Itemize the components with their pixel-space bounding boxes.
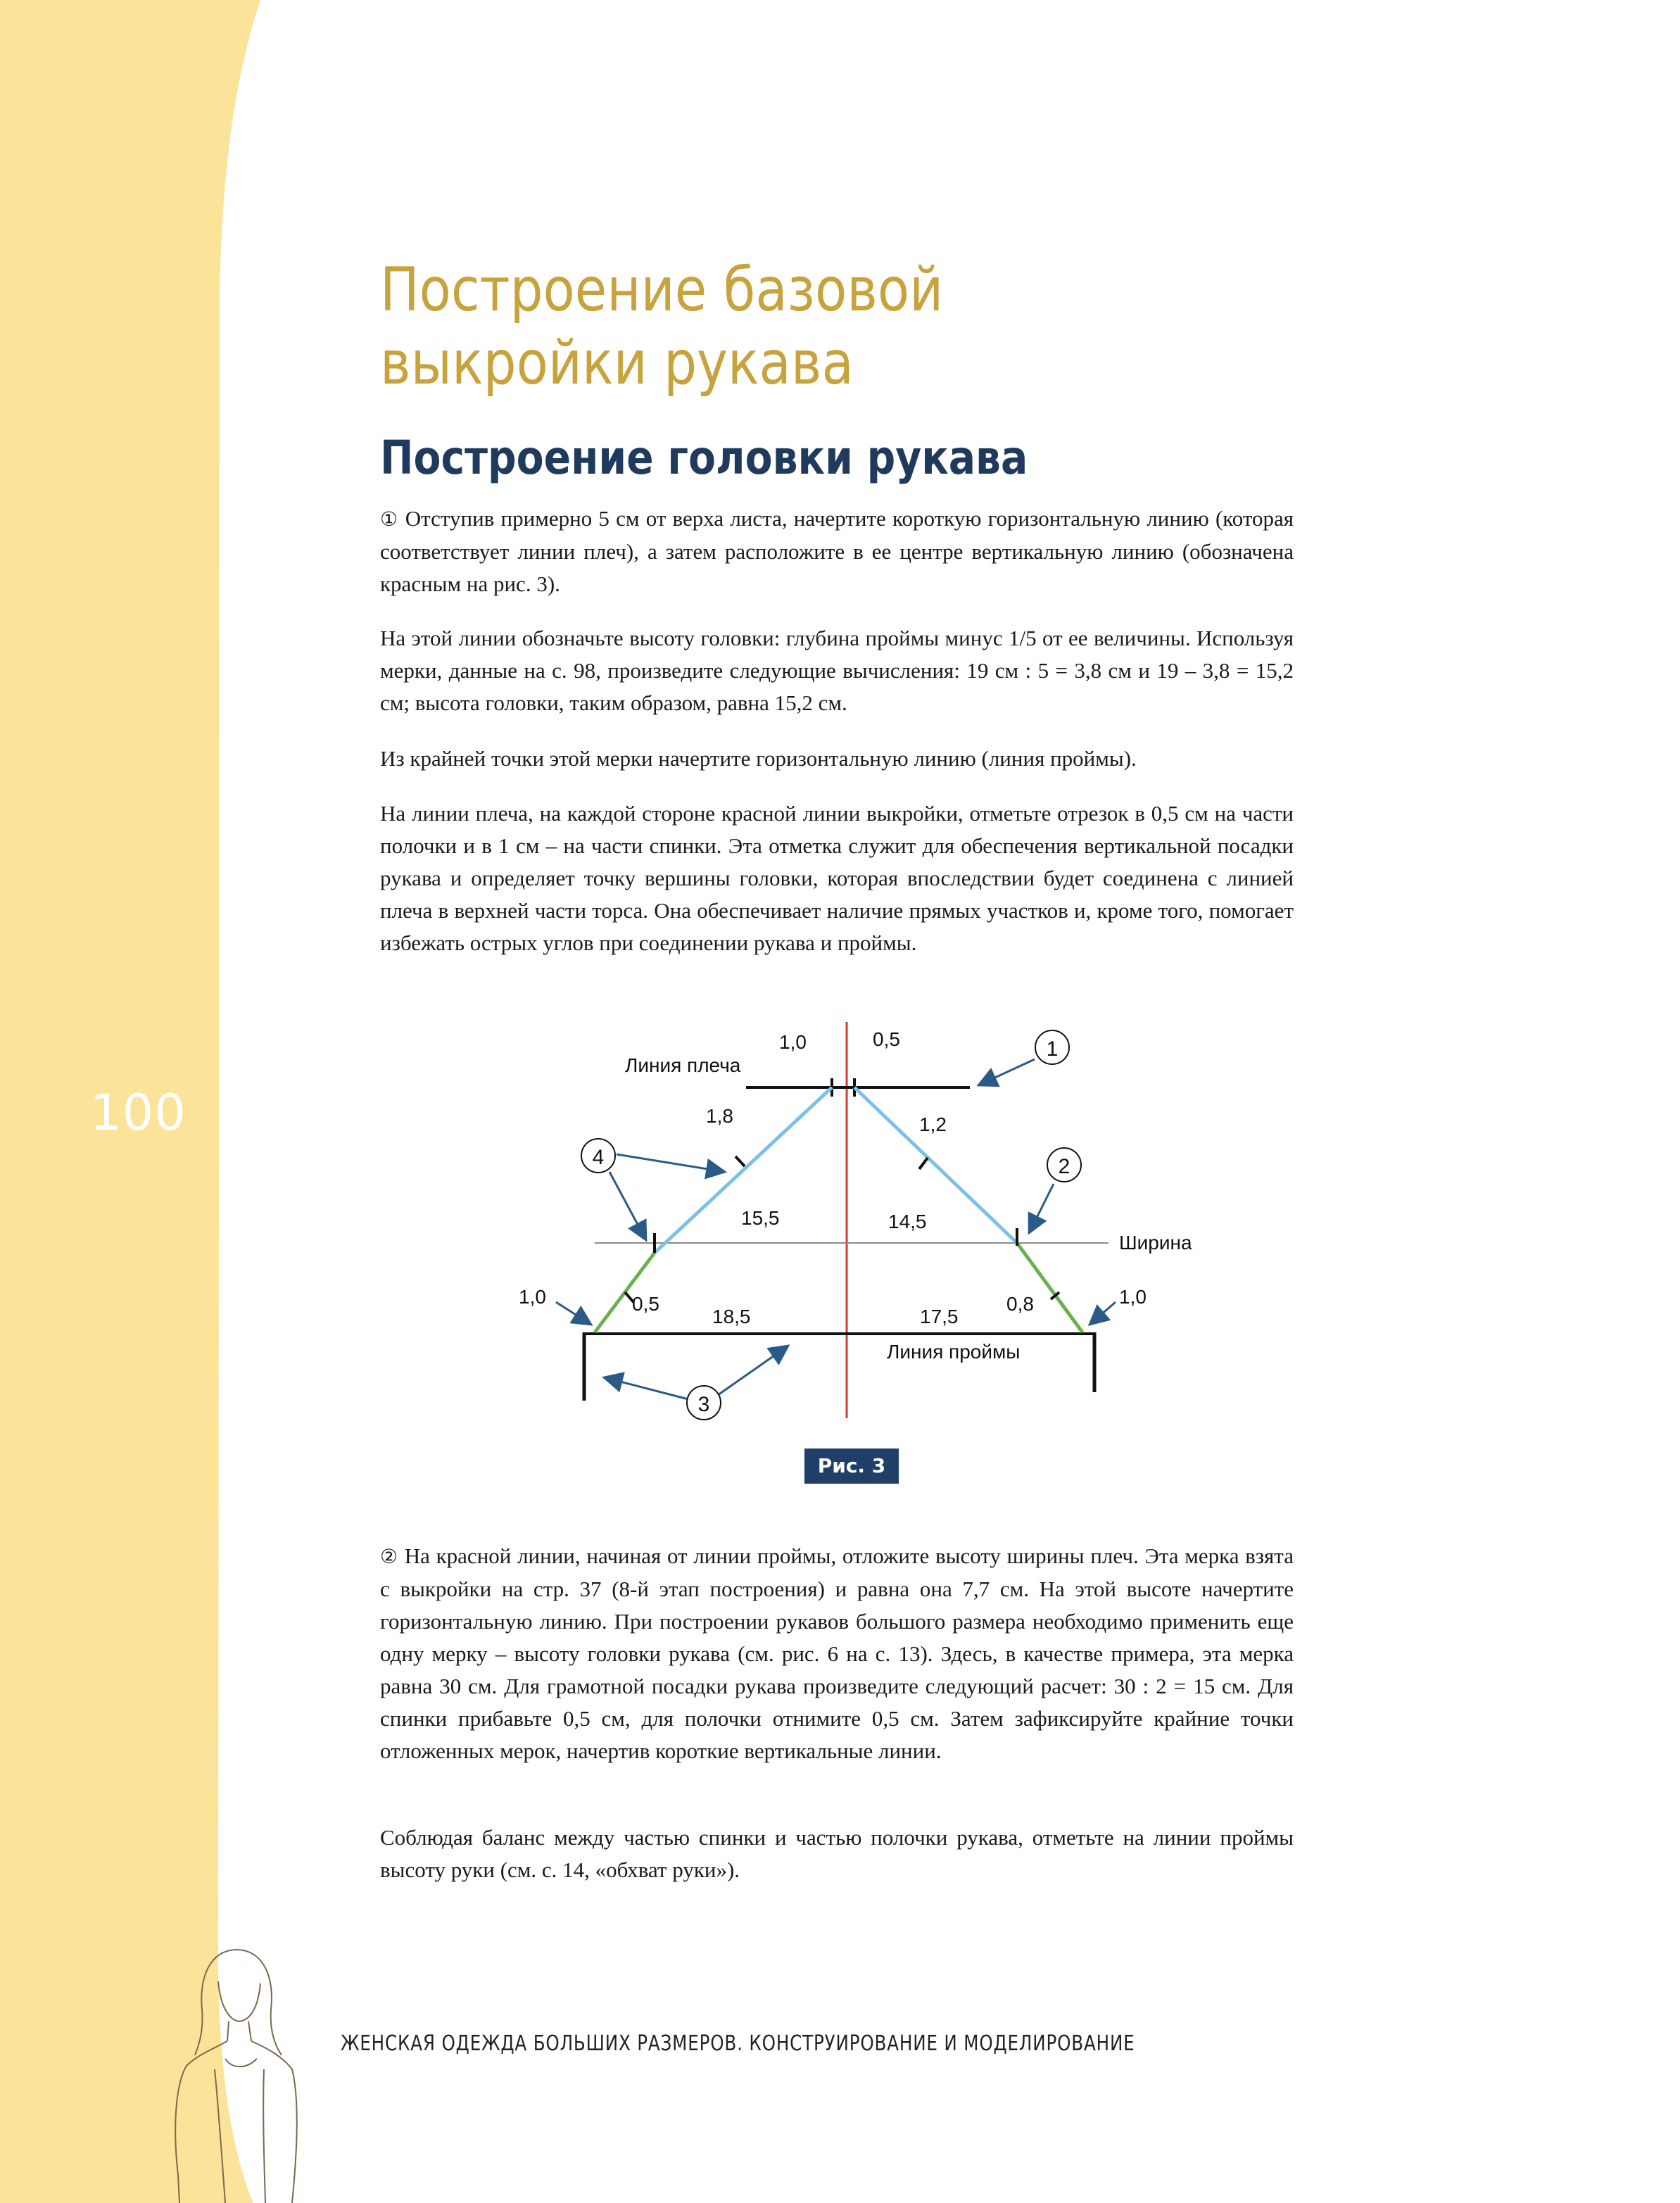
- value-left-outer: 1,0: [519, 1286, 546, 1308]
- footer-book-title: ЖЕНСКАЯ ОДЕЖДА БОЛЬШИХ РАЗМЕРОВ. КОНСТРУИРОВАНИЕ И МОДЕЛИРОВАНИЕ: [341, 2031, 1135, 2056]
- figure-sleeve-cap-diagram: [493, 1006, 1267, 1436]
- arrow-3b: [718, 1346, 788, 1395]
- figure-caption: Рис. 3: [804, 1448, 899, 1484]
- callout-3: 3: [697, 1393, 710, 1416]
- arrow-4a: [617, 1154, 725, 1172]
- paragraph-4: На линии плеча, на каждой стороне красной линии выкройки, отметьте отрезок в 0,5 см на части полочки и в 1 см – на части спинки. Эта отметка служит для обеспечения вертикальной посадки рукава и определяет точку вершины головки, которая впоследствии будет соединена с линией плеча в верхней части торса. Она обеспечивает наличие прямых участков и, кроме того, помогает избежать острых углов при соединении рукава и проймы.: [380, 801, 1294, 955]
- paragraph-6: Соблюдая баланс между частью спинки и частью полочки рукава, отметьте на линии проймы высоту руки (см. с. 14, «обхват руки»).: [380, 1825, 1294, 1882]
- value-width-right: 14,5: [888, 1211, 927, 1232]
- page-title: Построение базовой выкройки рукава: [380, 255, 944, 398]
- value-top-right: 0,5: [873, 1028, 900, 1050]
- value-right-outer: 1,0: [1119, 1286, 1147, 1308]
- value-left-upper-mark: 1,8: [706, 1105, 733, 1127]
- step-marker-1: ①: [380, 507, 399, 531]
- arrow-right-outer: [1090, 1302, 1116, 1325]
- value-width-left: 15,5: [741, 1207, 780, 1229]
- page-number: 100: [90, 1084, 187, 1142]
- label-armhole-line: Линия проймы: [887, 1341, 1021, 1363]
- paragraph-1: [380, 503, 1294, 600]
- value-right-lower-mark: 0,8: [1006, 1293, 1034, 1315]
- step-marker-2: ②: [380, 1545, 399, 1568]
- right-lower-segment: [1017, 1243, 1082, 1332]
- paragraph-5: [380, 1540, 1294, 1767]
- value-right-upper-mark: 1,2: [919, 1113, 947, 1135]
- value-base-right: 17,5: [920, 1306, 959, 1327]
- woman-illustration: [158, 1943, 317, 2203]
- value-left-lower-mark: 0,5: [632, 1293, 659, 1315]
- label-shoulder-line: Линия плеча: [625, 1054, 741, 1076]
- right-upper-segment: [854, 1087, 1017, 1243]
- arrow-1: [978, 1059, 1035, 1085]
- right-upper-tick: [919, 1158, 928, 1169]
- arrow-4b: [610, 1172, 646, 1240]
- arrow-2: [1029, 1184, 1054, 1233]
- paragraph-3: Из крайней точки этой мерки начертите горизонтальную линию (линия проймы).: [380, 746, 1137, 771]
- callout-2: 2: [1058, 1155, 1070, 1178]
- callout-4: 4: [592, 1146, 605, 1169]
- callout-1: 1: [1046, 1037, 1059, 1061]
- paragraph-2: На этой линии обозначьте высоту головки: глубина проймы минус 1/5 от ее величины. Используя мерки, данные на с. 98, произведите следующие вычисления: 19 см : 5 = 3,8 см и 19 – 3,8 = 15,2 см; высота головки, таким образом, равна 15,2 см.: [380, 626, 1294, 715]
- value-top-left: 1,0: [779, 1031, 807, 1053]
- left-upper-tick: [735, 1156, 745, 1166]
- arrow-3a: [604, 1377, 688, 1399]
- paragraph-1-text: Отступив примерно 5 см от верха листа, начертите короткую горизонтальную линию (которая соответствует линии плеч), а затем расположите в ее центре вертикальную линию (обозначена красным на рис. 3).: [380, 506, 1294, 596]
- arrow-left-outer: [556, 1302, 591, 1325]
- label-width-line: Ширина: [1119, 1232, 1192, 1254]
- value-base-left: 18,5: [712, 1306, 751, 1327]
- section-subtitle: Построение головки рукава: [380, 431, 1028, 485]
- paragraph-5-text: На красной линии, начиная от линии проймы, отложите высоту ширины плеч. Эта мерка взята с выкройки на стр. 37 (8-й этап построения) и равна она 7,7 см. На этой высоте начертите горизонтальную линию. При построении рукавов большого размера необходимо применить еще одну мерку – высоту головки рукава (см. рис. 6 на с. 13). Здесь, в качестве примера, эта мерка равна 30 см. Для грамотной посадки рукава произведите следующий расчет: 30 : 2 = 15 см. Для спинки прибавьте 0,5 см, для полочки отнимите 0,5 см. Затем зафиксируйте крайние точки отложенных мерок, начертив короткие вертикальные линии.: [380, 1544, 1294, 1763]
